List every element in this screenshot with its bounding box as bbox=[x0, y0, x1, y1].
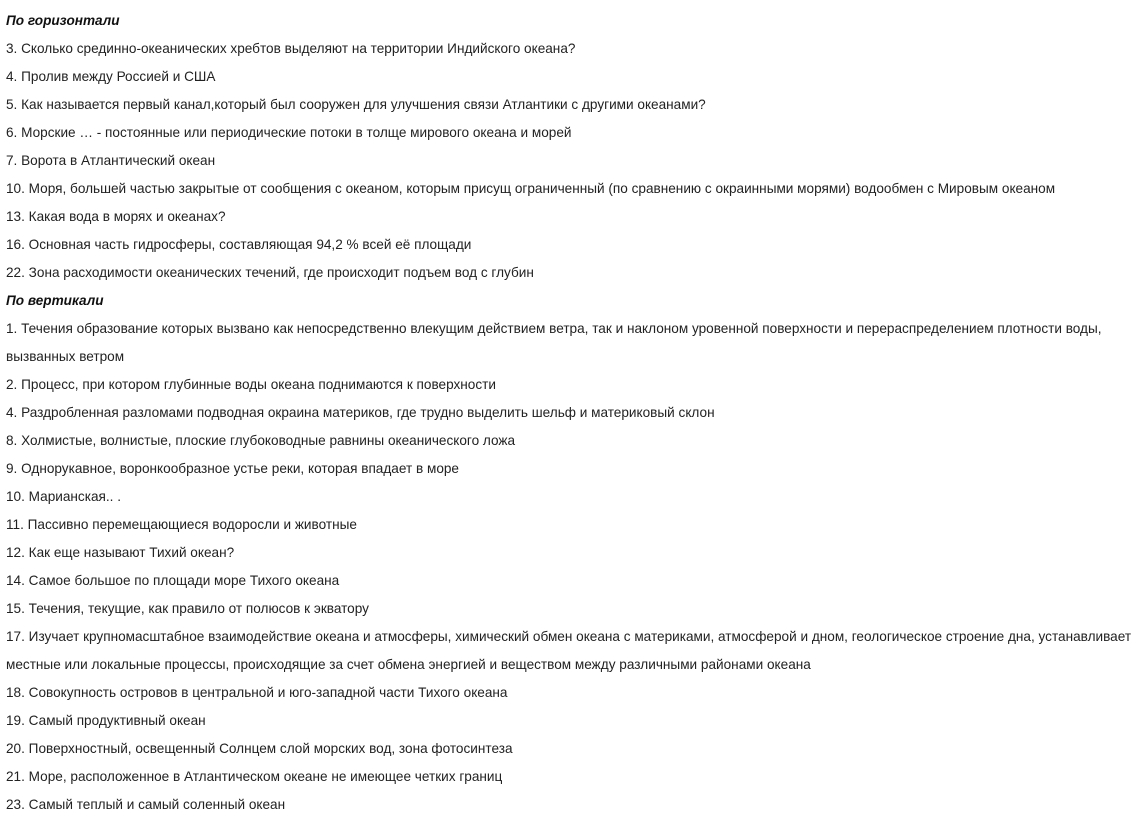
clue-across-22: 22. Зона расходимости океанических течений, где происходит подъем вод с глубин bbox=[6, 265, 534, 280]
clue-down-23: 23. Самый теплый и самый соленный океан bbox=[6, 797, 286, 812]
clue-down-18: 18. Совокупность островов в центральной и юго-западной части Тихого океана bbox=[6, 685, 508, 700]
clue-across-10: 10. Моря, большей частью закрытые от сообщения с океаном, которым присущ ограниченный (по сравнению с окраинными морями) водообмен с Мировым океаном bbox=[6, 181, 1056, 196]
clue-down-21: 21. Море, расположенное в Атлантическом океане не имеющее четких границ bbox=[6, 769, 503, 784]
clue-down-10: 10. Марианская.. . bbox=[6, 489, 122, 504]
across-heading: По горизонтали bbox=[6, 13, 120, 28]
clue-down-19: 19. Самый продуктивный океан bbox=[6, 713, 206, 728]
clue-down-14: 14. Самое большое по площади море Тихого океана bbox=[6, 573, 340, 588]
clue-down-12: 12. Как еще называют Тихий океан? bbox=[6, 545, 235, 560]
clue-down-20: 20. Поверхностный, освещенный Солнцем слой морских вод, зона фотосинтеза bbox=[6, 741, 513, 756]
down-heading: По вертикали bbox=[6, 293, 104, 308]
clue-across-6: 6. Морские … - постоянные или периодические потоки в толще мирового океана и морей bbox=[6, 125, 572, 140]
clue-down-15: 15. Течения, текущие, как правило от полюсов к экватору bbox=[6, 601, 369, 616]
clue-down-17: 17. Изучает крупномасштабное взаимодействие океана и атмосферы, химический обмен океана с материками, атмосферой и дном, геологическое строение дна, устанавливает местные или локальные процессы, происходящие за счет обмена энергией и веществом между различными районами океана bbox=[6, 629, 1132, 672]
clue-down-1: 1. Течения образование которых вызвано как непосредственно влекущим действием ветра, так и наклоном уровенной поверхности и перераспределением плотности воды, вызванных ветром bbox=[6, 321, 1102, 364]
clue-down-4: 4. Раздробленная разломами подводная окраина материков, где трудно выделить шельф и материковый склон bbox=[6, 405, 715, 420]
clue-down-8: 8. Холмистые, волнистые, плоские глубоководные равнины океанического ложа bbox=[6, 433, 516, 448]
clue-down-2: 2. Процесс, при котором глубинные воды океана поднимаются к поверхности bbox=[6, 377, 496, 392]
clue-across-13: 13. Какая вода в морях и океанах? bbox=[6, 209, 226, 224]
clue-down-9: 9. Однорукавное, воронкообразное устье реки, которая впадает в море bbox=[6, 461, 459, 476]
clue-across-16: 16. Основная часть гидросферы, составляющая 94,2 % всей её площади bbox=[6, 237, 472, 252]
clue-across-3: 3. Сколько срединно-океанических хребтов выделяют на территории Индийского океана? bbox=[6, 41, 576, 56]
clue-across-5: 5. Как называется первый канал,который был сооружен для улучшения связи Атлантики с другими океанами? bbox=[6, 97, 706, 112]
clue-down-11: 11. Пассивно перемещающиеся водоросли и животные bbox=[6, 517, 357, 532]
clue-across-4: 4. Пролив между Россией и США bbox=[6, 69, 216, 84]
clue-across-7: 7. Ворота в Атлантический океан bbox=[6, 153, 216, 168]
